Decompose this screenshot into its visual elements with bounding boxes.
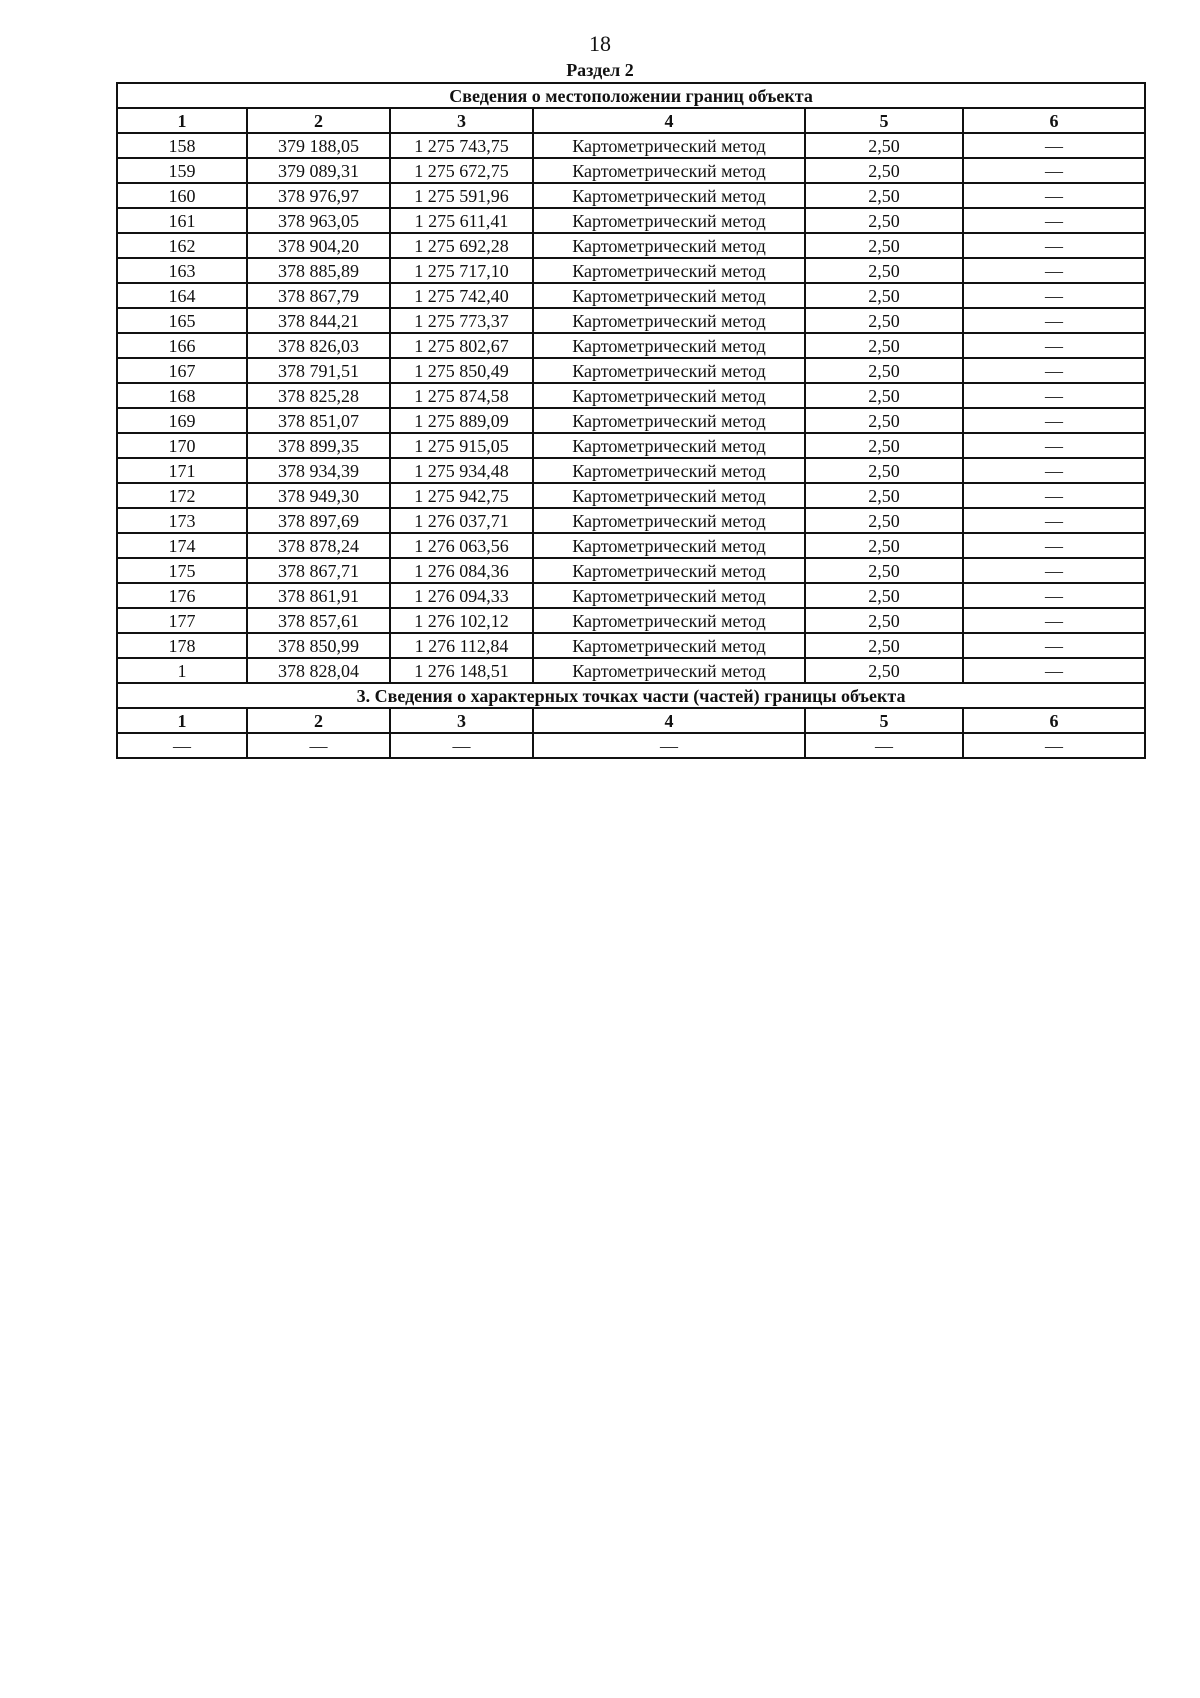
table-cell: — (963, 308, 1145, 333)
table-cell: 379 188,05 (247, 133, 390, 158)
table-cell: 379 089,31 (247, 158, 390, 183)
table-cell: 165 (117, 308, 247, 333)
table-row (117, 433, 1145, 458)
table-cell: — (963, 458, 1145, 483)
table-cell: 2,50 (805, 658, 963, 683)
table-cell: 378 850,99 (247, 633, 390, 658)
table-cell: 173 (117, 508, 247, 533)
table-cell: 378 949,30 (247, 483, 390, 508)
table-cell: 161 (117, 208, 247, 233)
table-cell: 2,50 (805, 558, 963, 583)
page-number: 18 (589, 31, 611, 56)
table-cell: — (963, 258, 1145, 283)
table1-column-header: 3 (390, 108, 533, 133)
table-cell: Картометрический метод (533, 158, 805, 183)
table-cell: 1 276 037,71 (390, 508, 533, 533)
table-cell: 169 (117, 408, 247, 433)
table-cell: 378 904,20 (247, 233, 390, 258)
table-cell: 1 276 148,51 (390, 658, 533, 683)
table2-title-row (117, 683, 1145, 708)
table-cell: — (247, 733, 390, 758)
table-cell: Картометрический метод (533, 458, 805, 483)
table-cell: Картометрический метод (533, 608, 805, 633)
table-cell: 378 897,69 (247, 508, 390, 533)
table-cell: 1 275 942,75 (390, 483, 533, 508)
table-cell: 1 275 591,96 (390, 183, 533, 208)
table-cell: 167 (117, 358, 247, 383)
table-cell: 1 275 802,67 (390, 333, 533, 358)
table-row (117, 308, 1145, 333)
table-cell: 378 828,04 (247, 658, 390, 683)
table-cell: 176 (117, 583, 247, 608)
table-cell: Картометрический метод (533, 433, 805, 458)
table-cell: Картометрический метод (533, 583, 805, 608)
table-cell: Картометрический метод (533, 208, 805, 233)
table-cell: — (390, 733, 533, 758)
table-row (117, 608, 1145, 633)
table-cell: 1 275 934,48 (390, 458, 533, 483)
boundary-table-body (117, 83, 1145, 758)
table-cell: — (963, 658, 1145, 683)
table-cell: Картометрический метод (533, 508, 805, 533)
table-cell: 378 867,79 (247, 283, 390, 308)
table-cell: 1 275 915,05 (390, 433, 533, 458)
table-row (117, 483, 1145, 508)
table-cell: — (963, 233, 1145, 258)
table-cell: — (963, 383, 1145, 408)
table-cell: 2,50 (805, 633, 963, 658)
table-cell: 2,50 (805, 258, 963, 283)
table-cell: Картометрический метод (533, 483, 805, 508)
table2-column-header: 5 (805, 708, 963, 733)
table-cell: — (963, 608, 1145, 633)
table-cell: 158 (117, 133, 247, 158)
table-cell: 378 861,91 (247, 583, 390, 608)
table-row (117, 558, 1145, 583)
table-cell: 378 899,35 (247, 433, 390, 458)
table-cell: Картометрический метод (533, 533, 805, 558)
table-cell: 159 (117, 158, 247, 183)
table-cell: 2,50 (805, 183, 963, 208)
table-row (117, 133, 1145, 158)
table-row (117, 533, 1145, 558)
table-cell: — (963, 208, 1145, 233)
table-cell: 2,50 (805, 358, 963, 383)
table-cell: — (963, 283, 1145, 308)
table1-title-row (117, 83, 1145, 108)
table-row (117, 508, 1145, 533)
table-cell: 166 (117, 333, 247, 358)
table-cell: 2,50 (805, 508, 963, 533)
table1-column-header: 2 (247, 108, 390, 133)
table-cell: — (963, 483, 1145, 508)
table-cell: 1 275 889,09 (390, 408, 533, 433)
table-cell: 1 275 692,28 (390, 233, 533, 258)
table-cell: 2,50 (805, 408, 963, 433)
table-row (117, 333, 1145, 358)
table-cell: 170 (117, 433, 247, 458)
section-label: Раздел 2 (566, 60, 634, 80)
table-cell: — (963, 533, 1145, 558)
table-cell: 1 276 102,12 (390, 608, 533, 633)
table-row (117, 458, 1145, 483)
table-cell: 1 275 874,58 (390, 383, 533, 408)
table-row (117, 158, 1145, 183)
table1-title: Сведения о местоположении границ объекта (117, 83, 1145, 108)
table-cell: 163 (117, 258, 247, 283)
table-cell: 172 (117, 483, 247, 508)
table-cell: — (963, 633, 1145, 658)
table-cell: 378 934,39 (247, 458, 390, 483)
table-cell: 1 275 611,41 (390, 208, 533, 233)
table2-column-header: 1 (117, 708, 247, 733)
table-cell: 378 878,24 (247, 533, 390, 558)
table-cell: 378 826,03 (247, 333, 390, 358)
table-row (117, 283, 1145, 308)
table-cell: 1 275 850,49 (390, 358, 533, 383)
table-row (117, 633, 1145, 658)
table-cell: 378 976,97 (247, 183, 390, 208)
table-cell: — (963, 333, 1145, 358)
table-cell: 378 851,07 (247, 408, 390, 433)
table-cell: 378 963,05 (247, 208, 390, 233)
table-cell: Картометрический метод (533, 233, 805, 258)
table2-column-header: 4 (533, 708, 805, 733)
table-row (117, 258, 1145, 283)
table-row (117, 183, 1145, 208)
table-cell: 2,50 (805, 158, 963, 183)
table-cell: 175 (117, 558, 247, 583)
table2-column-header: 2 (247, 708, 390, 733)
table-cell: Картометрический метод (533, 333, 805, 358)
table-cell: 2,50 (805, 483, 963, 508)
table-cell: Картометрический метод (533, 283, 805, 308)
table-row (117, 233, 1145, 258)
table-row (117, 408, 1145, 433)
table-cell: — (533, 733, 805, 758)
table-cell: 177 (117, 608, 247, 633)
table-cell: 378 825,28 (247, 383, 390, 408)
table-cell: Картометрический метод (533, 258, 805, 283)
table-cell: 1 275 717,10 (390, 258, 533, 283)
table-cell: 378 857,61 (247, 608, 390, 633)
table-row (117, 733, 1145, 758)
table-row (117, 658, 1145, 683)
table-cell: 1 (117, 658, 247, 683)
table-cell: 1 275 742,40 (390, 283, 533, 308)
table-cell: — (963, 733, 1145, 758)
table-cell: 378 867,71 (247, 558, 390, 583)
table1-column-header: 1 (117, 108, 247, 133)
table-cell: Картометрический метод (533, 133, 805, 158)
table-cell: — (805, 733, 963, 758)
table-cell: 1 276 063,56 (390, 533, 533, 558)
table-cell: 2,50 (805, 233, 963, 258)
table-cell: — (963, 358, 1145, 383)
table-cell: — (963, 583, 1145, 608)
table1-column-header: 6 (963, 108, 1145, 133)
table-cell: Картометрический метод (533, 558, 805, 583)
table-cell: 378 844,21 (247, 308, 390, 333)
table-cell: Картометрический метод (533, 383, 805, 408)
table-cell: — (963, 158, 1145, 183)
table2-header-row (117, 708, 1145, 733)
table-cell: 1 275 672,75 (390, 158, 533, 183)
table2-column-header: 6 (963, 708, 1145, 733)
table1-header-row (117, 108, 1145, 133)
table-cell: 2,50 (805, 333, 963, 358)
table-cell: 2,50 (805, 433, 963, 458)
table-cell: Картометрический метод (533, 358, 805, 383)
table-cell: 2,50 (805, 608, 963, 633)
table-row (117, 383, 1145, 408)
table-cell: 1 276 112,84 (390, 633, 533, 658)
table-cell: Картометрический метод (533, 658, 805, 683)
table-cell: 162 (117, 233, 247, 258)
table-cell: Картометрический метод (533, 633, 805, 658)
table2-title: 3. Сведения о характерных точках части (частей) границы объекта (117, 683, 1145, 708)
table-cell: 1 276 084,36 (390, 558, 533, 583)
table-row (117, 358, 1145, 383)
boundary-table (116, 82, 1146, 759)
table-cell: Картометрический метод (533, 408, 805, 433)
table-cell: 2,50 (805, 133, 963, 158)
table-cell: — (963, 183, 1145, 208)
table-cell: 2,50 (805, 533, 963, 558)
table-cell: — (963, 558, 1145, 583)
table-cell: 168 (117, 383, 247, 408)
table-cell: — (117, 733, 247, 758)
table1-column-header: 5 (805, 108, 963, 133)
table-cell: 2,50 (805, 308, 963, 333)
table-cell: — (963, 408, 1145, 433)
table-cell: 178 (117, 633, 247, 658)
table-cell: 2,50 (805, 583, 963, 608)
table2-column-header: 3 (390, 708, 533, 733)
table-cell: Картометрический метод (533, 183, 805, 208)
table-cell: 2,50 (805, 283, 963, 308)
table-cell: 2,50 (805, 383, 963, 408)
table-row (117, 208, 1145, 233)
table-cell: 171 (117, 458, 247, 483)
table-cell: 2,50 (805, 208, 963, 233)
table-cell: 378 791,51 (247, 358, 390, 383)
table-cell: 164 (117, 283, 247, 308)
table-cell: 2,50 (805, 458, 963, 483)
table-cell: — (963, 508, 1145, 533)
table-cell: — (963, 133, 1145, 158)
table-cell: 160 (117, 183, 247, 208)
table-cell: 1 275 743,75 (390, 133, 533, 158)
table-cell: 1 276 094,33 (390, 583, 533, 608)
table-cell: Картометрический метод (533, 308, 805, 333)
table-row (117, 583, 1145, 608)
table-cell: — (963, 433, 1145, 458)
table-cell: 174 (117, 533, 247, 558)
table-cell: 1 275 773,37 (390, 308, 533, 333)
table-cell: 378 885,89 (247, 258, 390, 283)
table1-column-header: 4 (533, 108, 805, 133)
